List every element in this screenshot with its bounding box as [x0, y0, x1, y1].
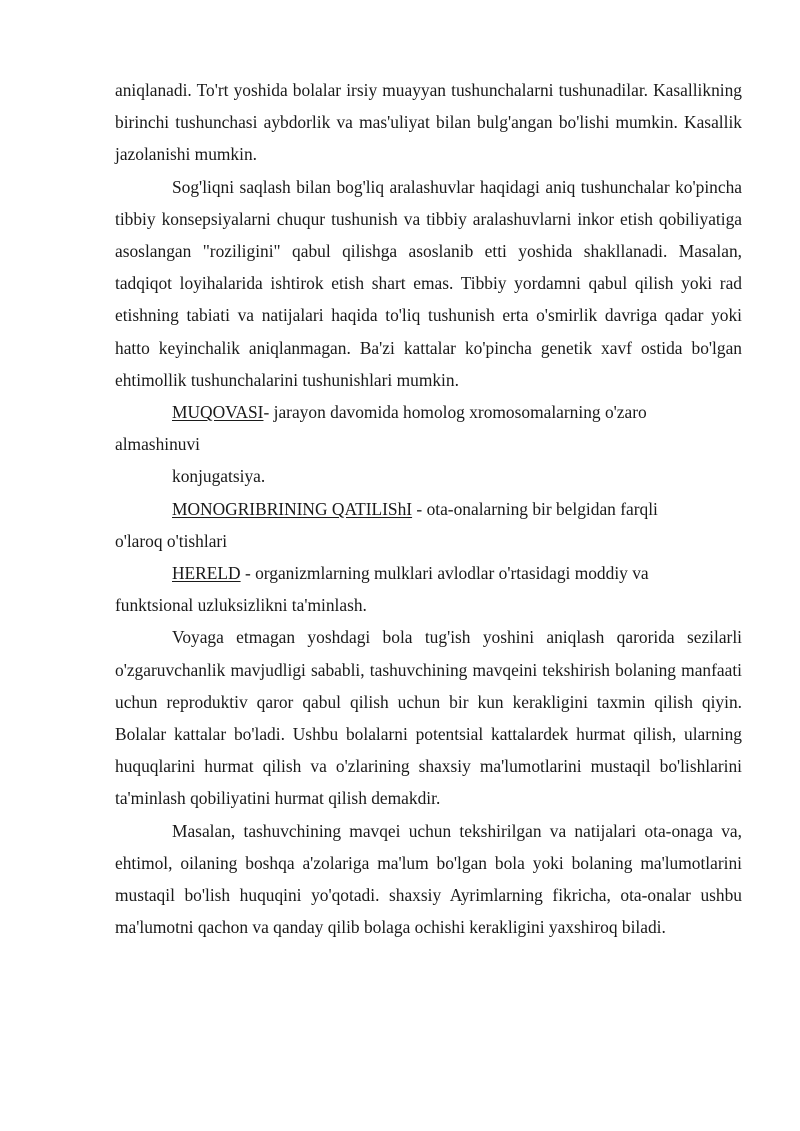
term-muqovasi: MUQOVASI: [172, 402, 264, 423]
definition-muqovasi-line3: konjugatsiya.: [172, 466, 266, 487]
paragraph-7: Masalan, tashuvchining mavqei uchun tekshirilgan va natijalari ota-onaga va, ehtimol, oilaning boshqa a'zolariga ma'lum bo'lgan bola yoki bolaning ma'lumotlarini mustaqil bo'lish huquqini yo'qotadi. shaxsiy Ayrimlarning fikricha, ota-onalar ushbu ma'lumotni qachon va qanday qilib bolaga ochishi kerakligini yaxshiroq biladi.: [115, 820, 742, 938]
definition-muqovasi-line2: almashinuvi: [115, 434, 201, 455]
definition-hereld-text: - organizmlarning mulklari avlodlar o'rtasidagi moddiy va: [240, 563, 649, 584]
document-page: [115, 74, 742, 943]
definition-monogribrining-line2: o'laroq o'tishlari: [115, 530, 228, 551]
term-monogribrining: MONOGRIBRINING QATILIShI: [172, 498, 413, 519]
definition-monogribrining-text: - ota-onalarning bir belgidan farqli: [412, 498, 658, 519]
definition-muqovasi: [115, 396, 742, 428]
term-hereld: HERELD: [172, 563, 241, 584]
definition-muqovasi-text: - jarayon davomida homolog xromosomalarning o'zaro: [263, 402, 647, 423]
definition-monogribrining: [115, 493, 742, 525]
definition-hereld: [115, 557, 742, 589]
definition-hereld-line2: funktsional uzluksizlikni ta'minlash.: [115, 595, 367, 616]
paragraph-6: Voyaga etmagan yoshdagi bola tug'ish yoshini aniqlash qarorida sezilarli o'zgaruvchanlik mavjudligi sababli, tashuvchining mavqeini tekshirish bolaning manfaati uchun reproduktiv qaror qabul qilish uchun bir kun kerakligini taxmin qilish qiyin. Bolalar kattalar bo'ladi. Ushbu bolalarni potentsial kattalardek hurmat qilish, ularning huquqlarini hurmat qilish va o'zlarining shaxsiy ma'lumotlarini mustaqil bo'lishlarini ta'minlash qobiliyatini hurmat qilish demakdir.: [115, 627, 742, 809]
paragraph-1: aniqlanadi. To'rt yoshida bolalar irsiy muayyan tushunchalarni tushunadilar. Kasallikning birinchi tushunchasi aybdorlik va mas'uliyat bilan bulg'angan bo'lishi mumkin. Kasallik jazolanishi mumkin.: [115, 80, 742, 165]
paragraph-2: Sog'liqni saqlash bilan bog'liq aralashuvlar haqidagi aniq tushunchalar ko'pincha tibbiy konsepsiyalarni chuqur tushunish va tibbiy aralashuvlarni inkor etish qobiliyatiga asoslangan "roziligini" qabul qilishga asoslanib etti yoshida shakllanadi. Masalan, tadqiqot loyihalarida ishtirok etish shart emas. Tibbiy yordamni qabul qilish yoki rad etishning tabiati va natijalari haqida to'liq tushunish erta o'smirlik davriga qadar yoki hatto keyinchalik aniqlanmagan. Ba'zi kattalar ko'pincha genetik xavf ostida bo'lgan ehtimollik tushunchalarini tushunishlari mumkin.: [115, 176, 742, 390]
